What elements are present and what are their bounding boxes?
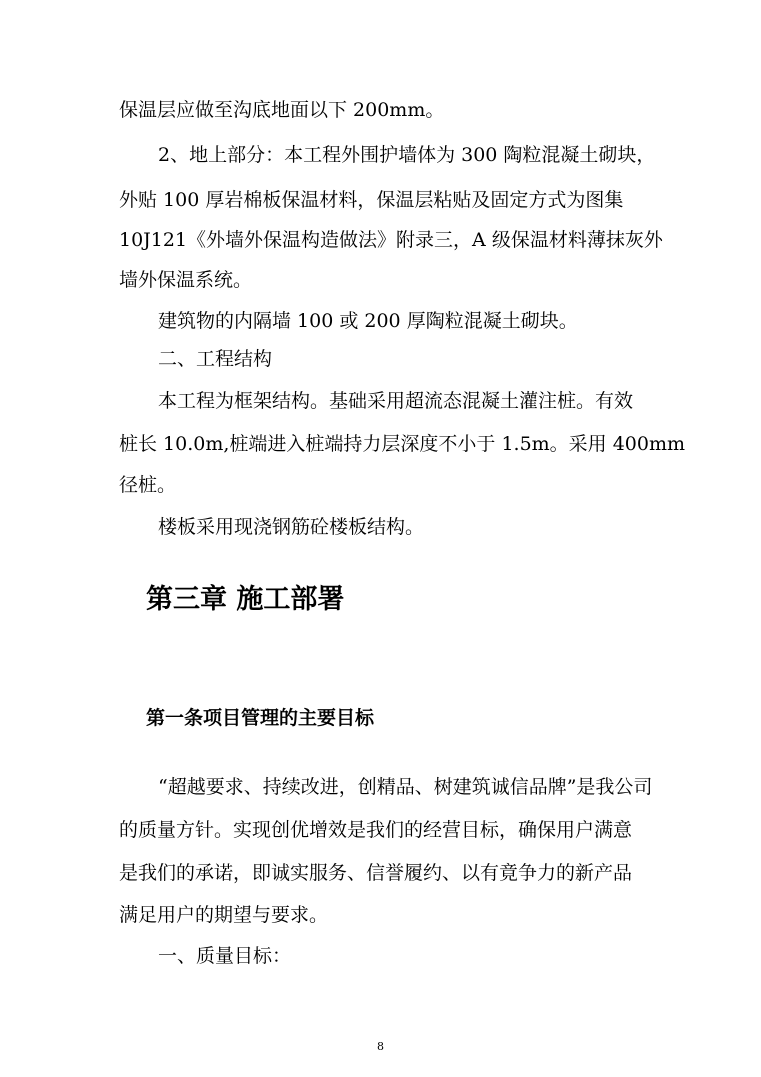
- page-number: 8: [377, 1040, 384, 1053]
- paragraph-line: 桩长 10.0m,桩端进入桩端持力层深度不小于 1.5m。采用 400mm: [119, 433, 686, 455]
- section-title: 第一条项目管理的主要目标: [146, 707, 375, 729]
- chapter-title: 第三章 施工部署: [146, 584, 345, 615]
- subheading-engineering-structure: 二、工程结构: [158, 348, 273, 370]
- paragraph-line: 是我们的承诺，即诚实服务、信誉履约、以有竟争力的新产品: [119, 862, 633, 884]
- paragraph-line: 10J121《外墙外保温构造做法》附录三，A 级保温材料薄抹灰外: [119, 229, 663, 251]
- paragraph-line: 保温层应做至沟底地面以下 200mm。: [119, 99, 445, 121]
- paragraph-line: 本工程为框架结构。基础采用超流态混凝土灌注桩。有效: [158, 390, 634, 412]
- paragraph-line: 的质量方针。实现创优增效是我们的经营目标，确保用户满意: [119, 819, 633, 841]
- paragraph-line: 楼板采用现浇钢筋砼楼板结构。: [158, 516, 425, 538]
- paragraph-line: “超越要求、持续改进，创精品、树建筑诚信品牌”是我公司: [158, 776, 653, 798]
- paragraph-line: 外贴 100 厚岩棉板保温材料，保温层粘贴及固定方式为图集: [119, 189, 624, 211]
- paragraph-line: 径桩。: [119, 474, 177, 496]
- paragraph-line: 满足用户的期望与要求。: [119, 904, 329, 926]
- paragraph-line: 建筑物的内隔墙 100 或 200 厚陶粒混凝土砌块。: [158, 310, 578, 332]
- subheading-quality-goal: 一、质量目标：: [158, 945, 292, 967]
- paragraph-line: 墙外保温系统。: [119, 269, 253, 291]
- paragraph-line: 2、地上部分：本工程外围护墙体为 300 陶粒混凝土砌块，: [158, 144, 656, 166]
